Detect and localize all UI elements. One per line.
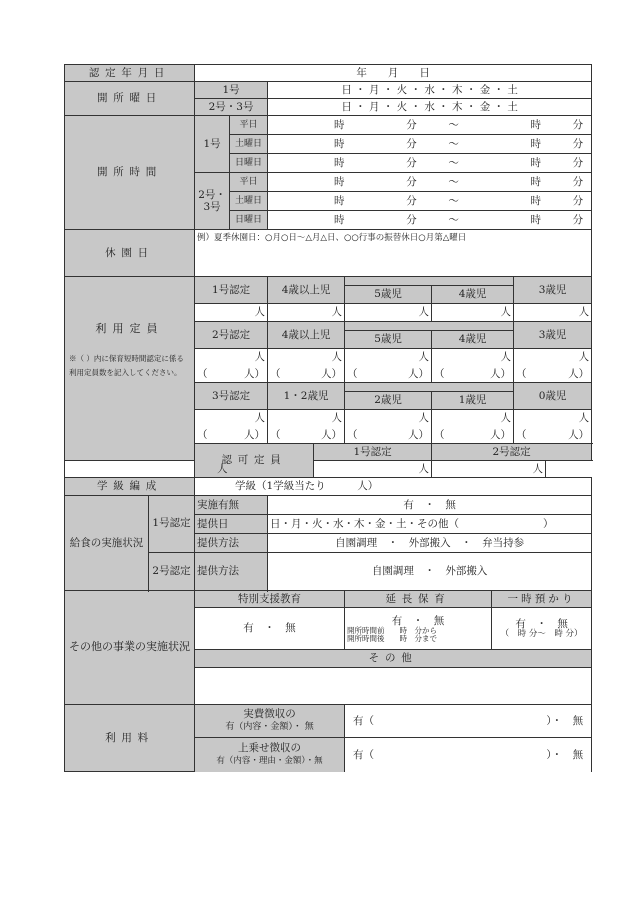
ninka-count[interactable]: 人 <box>432 461 546 478</box>
col-head: 4歳以上児 <box>268 322 345 349</box>
time-row[interactable]: 時 分 〜 時 分 <box>268 135 592 154</box>
count-cell[interactable]: 人 <box>195 304 268 322</box>
kyushoku-key: 提供日 <box>195 515 268 534</box>
count-cell[interactable]: 人 <box>345 349 432 366</box>
kaisho-youbi-label: 開所曜日 <box>65 82 195 116</box>
ninka-teiin-label: 認可定員 <box>195 444 314 478</box>
short-count-cell[interactable]: （ 人） <box>514 427 592 444</box>
count-cell[interactable]: 人 <box>514 304 592 322</box>
short-count-cell[interactable]: （ 人） <box>345 427 432 444</box>
jigyou-head-tokubetsu: 特別支援教育 <box>195 591 345 608</box>
short-count-cell[interactable]: （ 人） <box>268 366 345 383</box>
col-head-spacer <box>345 322 514 331</box>
riyouryou-key: 実費徴収の 有（内容・金額）・ 無 <box>195 705 345 738</box>
nintei-label: 認定年月日 <box>65 65 195 82</box>
riyou-teiin-label: 利用定員 <box>95 322 164 335</box>
encho-line-1: 開所時間前 時 分から <box>347 625 438 635</box>
kyushoku-value[interactable]: 自園調理 ・ 外部搬入 ・ 弁当持参 <box>268 534 592 553</box>
daytype-saturday: 土曜日 <box>230 192 268 211</box>
jigyou-head-encho: 延長保育 <box>345 591 492 608</box>
jigyou-head-ichiji: 一時預かり <box>492 591 592 608</box>
col-head: 5歳児 <box>345 286 432 304</box>
tokubetsu-yn[interactable]: 有 ・ 無 <box>195 608 345 650</box>
kaisho-jikan-label: 開所時間 <box>65 116 195 230</box>
kyuen-label: 休園日 <box>65 230 195 277</box>
riyou-teiin-cell <box>65 277 195 461</box>
col-head: 1歳児 <box>432 392 514 410</box>
riyouryou-key: 上乗せ徴収の 有（内容・理由・金額）・無 <box>195 738 345 772</box>
sonota-head: その他 <box>195 650 592 668</box>
kyushoku-label: 給食の実施状況 <box>65 496 149 591</box>
count-cell[interactable]: 人 <box>345 304 432 322</box>
count-cell[interactable]: 人 <box>345 410 432 427</box>
count-cell[interactable]: 人 <box>432 349 514 366</box>
jikan-group-2: 2号・3号 <box>195 173 230 230</box>
daytype-weekday: 平日 <box>230 116 268 135</box>
kyushoku-value[interactable]: 日・月・火・水・木・金・土・その他（ ） <box>268 515 592 534</box>
count-cell[interactable]: 人 <box>432 410 514 427</box>
count-cell[interactable]: 人 <box>195 410 268 427</box>
ninka-col-head: 2号認定 <box>432 444 592 461</box>
facility-form-table <box>64 64 592 772</box>
col-head: 4歳以上児 <box>268 277 345 304</box>
short-count-cell[interactable]: （ 人） <box>432 366 514 383</box>
jikan-group-1: 1号 <box>195 116 230 173</box>
count-cell[interactable]: 人 <box>268 410 345 427</box>
riyouryou-label: 利用料 <box>65 705 195 772</box>
encho-line-2: 開所時間後 時 分まで <box>347 633 438 643</box>
col-head: 4歳児 <box>432 286 514 304</box>
section-title: 3号認定 <box>195 383 268 410</box>
kyuen-example[interactable]: 例）夏季休園日：○月○日〜△月△日、○○行事の振替休日○月第△曜日 <box>195 230 592 277</box>
short-count-cell[interactable]: （ 人） <box>195 366 268 383</box>
kyushoku-key: 提供方法 <box>195 534 268 553</box>
count-cell[interactable]: 人 <box>268 304 345 322</box>
col-head: 0歳児 <box>514 383 592 410</box>
youbi-type-2: 2号・3号 <box>195 99 268 116</box>
kyushoku-value[interactable]: 有 ・ 無 <box>268 496 592 515</box>
ninka-count[interactable]: 人 <box>314 461 432 478</box>
daytype-saturday: 土曜日 <box>230 135 268 154</box>
ninka-count[interactable]: 人 <box>65 461 230 478</box>
gakkyu-text[interactable]: 学級（1学級当たり 人） <box>195 478 592 496</box>
riyouryou-value[interactable]: 有（ ）・ 無 <box>345 738 592 772</box>
kyushoku-key: 提供方法 <box>195 553 268 591</box>
time-row[interactable]: 時 分 〜 時 分 <box>268 211 592 230</box>
count-cell[interactable]: 人 <box>514 349 592 366</box>
short-count-cell[interactable]: （ 人） <box>432 427 514 444</box>
riyouryou-value[interactable]: 有（ ）・ 無 <box>345 705 592 738</box>
daytype-sunday: 日曜日 <box>230 154 268 173</box>
short-count-cell[interactable]: （ 人） <box>195 427 268 444</box>
encho-yn[interactable]: 有 ・ 無 <box>391 614 445 627</box>
col-head-spacer <box>345 277 514 286</box>
count-cell[interactable]: 人 <box>195 349 268 366</box>
short-count-cell[interactable]: （ 人） <box>268 427 345 444</box>
col-head: 3歳児 <box>514 277 592 304</box>
sonota-jigyou-label: その他の事業の実施状況 <box>65 591 195 705</box>
youbi-days-1[interactable]: 日 ・ 月 ・ 火 ・ 水 ・ 木 ・ 金 ・ 土 <box>268 82 592 99</box>
short-count-cell[interactable]: （ 人） <box>514 366 592 383</box>
time-row[interactable]: 時 分 〜 時 分 <box>268 116 592 135</box>
sonota-input[interactable] <box>195 668 592 705</box>
col-head-spacer <box>345 383 514 392</box>
col-head: 3歳児 <box>514 322 592 349</box>
col-head: 5歳児 <box>345 331 432 349</box>
time-row[interactable]: 時 分 〜 時 分 <box>268 173 592 192</box>
count-cell[interactable]: 人 <box>514 410 592 427</box>
time-row[interactable]: 時 分 〜 時 分 <box>268 192 592 211</box>
gakkyu-label: 学級編成 <box>65 478 195 496</box>
ninka-col-head: 1号認定 <box>314 444 432 461</box>
youbi-days-2[interactable]: 日 ・ 月 ・ 火 ・ 水 ・ 木 ・ 金 ・ 土 <box>268 99 592 116</box>
time-row[interactable]: 時 分 〜 時 分 <box>268 154 592 173</box>
col-head: 2歳児 <box>345 392 432 410</box>
encho-cell[interactable] <box>345 608 492 650</box>
ichiji-time: （ 時 分〜 時 分） <box>500 628 583 639</box>
nintei-date[interactable]: 年 月 日 <box>195 65 592 82</box>
kyushoku-value[interactable]: 自園調理 ・ 外部搬入 <box>268 553 592 591</box>
ichiji-yn[interactable]: 有 ・ 無 <box>515 617 568 630</box>
section-title: 2号認定 <box>195 322 268 349</box>
short-count-cell[interactable]: （ 人） <box>345 366 432 383</box>
kyushoku-group-2: 2号認定 <box>149 553 195 591</box>
ichiji-cell[interactable] <box>492 608 592 650</box>
riyou-teiin-note: ※（ ）内に保育短時間認定に係る利用定員数を記入してください。 <box>69 353 184 377</box>
section-title: 1号認定 <box>195 277 268 304</box>
count-cell[interactable]: 人 <box>432 304 514 322</box>
daytype-weekday: 平日 <box>230 173 268 192</box>
count-cell[interactable]: 人 <box>268 349 345 366</box>
col-head: 1・2歳児 <box>268 383 345 410</box>
daytype-sunday: 日曜日 <box>230 211 268 230</box>
kyushoku-key: 実施有無 <box>195 496 268 515</box>
kyushoku-group-1: 1号認定 <box>149 496 195 553</box>
youbi-type-1: 1号 <box>195 82 268 99</box>
col-head: 4歳児 <box>432 331 514 349</box>
